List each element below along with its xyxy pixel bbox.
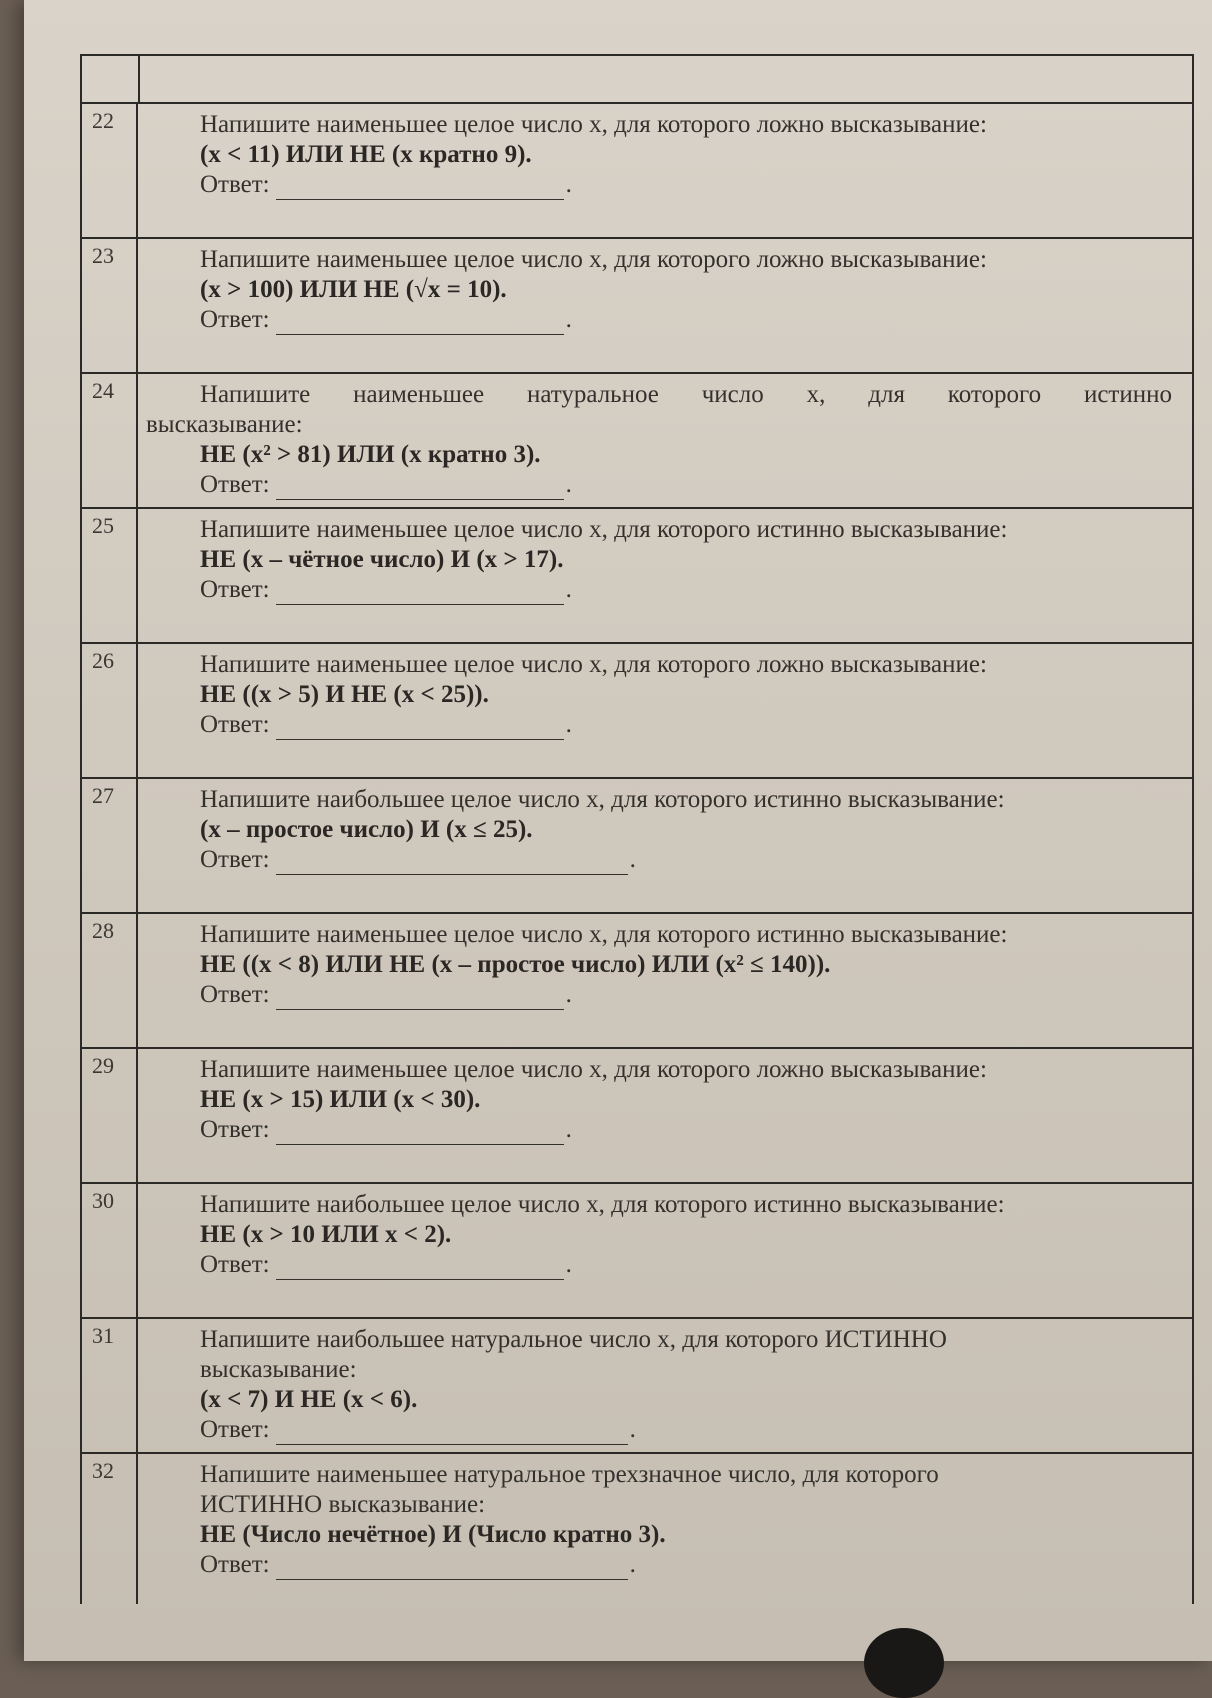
answer-row: Ответ: . bbox=[200, 711, 572, 738]
task-content bbox=[138, 1049, 1192, 1182]
task-question: Напишите наибольшее целое число x, для которого истинно высказывание: bbox=[200, 786, 1005, 813]
task-expression: (x < 11) ИЛИ НЕ (x кратно 9). bbox=[200, 141, 532, 168]
table-header-row bbox=[82, 56, 1192, 104]
answer-label: Ответ: bbox=[200, 1416, 270, 1443]
answer-row: Ответ: . bbox=[200, 981, 572, 1008]
task-question-continued: высказывание: bbox=[200, 1356, 357, 1383]
answer-field[interactable] bbox=[276, 1557, 628, 1580]
task-question: Напишите наименьшее натуральное трехзначное число, для которого bbox=[200, 1461, 939, 1488]
answer-row: Ответ: . bbox=[200, 1416, 636, 1443]
task-row-27 bbox=[82, 779, 1192, 914]
task-number: 23 bbox=[82, 239, 138, 372]
task-content bbox=[138, 374, 1192, 507]
answer-label: Ответ: bbox=[200, 576, 270, 603]
header-num-cell bbox=[82, 56, 140, 102]
task-expression: (x – простое число) И (x ≤ 25). bbox=[200, 816, 533, 843]
task-question: Напишите наименьшее целое число x, для которого истинно высказывание: bbox=[200, 516, 1008, 543]
task-content bbox=[138, 644, 1192, 777]
answer-field[interactable] bbox=[276, 987, 564, 1010]
answer-row: Ответ: . bbox=[200, 1551, 636, 1578]
task-row-29 bbox=[82, 1049, 1192, 1184]
answer-label: Ответ: bbox=[200, 1116, 270, 1143]
answer-field[interactable] bbox=[276, 312, 564, 335]
task-row-32 bbox=[82, 1454, 1192, 1604]
task-expression: НЕ (x > 15) ИЛИ (x < 30). bbox=[200, 1086, 481, 1113]
task-number: 30 bbox=[82, 1184, 138, 1317]
task-row-31 bbox=[82, 1319, 1192, 1454]
tasks-table bbox=[80, 54, 1194, 1604]
task-question: Напишите наименьшее целое число x, для которого ложно высказывание: bbox=[200, 246, 987, 273]
answer-label: Ответ: bbox=[200, 711, 270, 738]
task-expression: НЕ (Число нечётное) И (Число кратно 3). bbox=[200, 1521, 666, 1548]
pen-shadow bbox=[864, 1628, 944, 1698]
task-row-26 bbox=[82, 644, 1192, 779]
task-expression: НЕ (x > 10 ИЛИ x < 2). bbox=[200, 1221, 452, 1248]
task-question: Напишите наименьшее целое число x, для которого истинно высказывание: bbox=[200, 921, 1008, 948]
task-question: Напишите наименьшее натуральное число x, для которого истинно bbox=[200, 381, 1172, 408]
task-content bbox=[138, 509, 1192, 642]
task-question-continued: высказывание: bbox=[146, 411, 303, 438]
answer-field[interactable] bbox=[276, 1422, 628, 1445]
task-row-24 bbox=[82, 374, 1192, 509]
answer-label: Ответ: bbox=[200, 171, 270, 198]
task-question: Напишите наименьшее целое число x, для которого ложно высказывание: bbox=[200, 111, 987, 138]
answer-label: Ответ: bbox=[200, 471, 270, 498]
task-number: 26 bbox=[82, 644, 138, 777]
answer-field[interactable] bbox=[276, 582, 564, 605]
task-content bbox=[138, 1319, 1192, 1452]
answer-row: Ответ: . bbox=[200, 1251, 572, 1278]
task-number: 32 bbox=[82, 1454, 138, 1604]
task-number: 24 bbox=[82, 374, 138, 507]
task-row-30 bbox=[82, 1184, 1192, 1319]
task-content bbox=[138, 914, 1192, 1047]
task-content bbox=[138, 779, 1192, 912]
task-expression: НЕ (x – чётное число) И (x > 17). bbox=[200, 546, 564, 573]
task-row-25 bbox=[82, 509, 1192, 644]
task-question: Напишите наименьшее целое число x, для которого ложно высказывание: bbox=[200, 651, 987, 678]
task-number: 22 bbox=[82, 104, 138, 237]
task-question-continued: ИСТИННО высказывание: bbox=[200, 1491, 486, 1518]
task-content bbox=[138, 104, 1192, 237]
task-number: 29 bbox=[82, 1049, 138, 1182]
answer-row: Ответ: . bbox=[200, 471, 572, 498]
answer-row: Ответ: . bbox=[200, 1116, 572, 1143]
task-expression: НЕ ((x > 5) И НЕ (x < 25)). bbox=[200, 681, 489, 708]
answer-row: Ответ: . bbox=[200, 576, 572, 603]
task-expression: НЕ ((x < 8) ИЛИ НЕ (x – простое число) ИЛИ (x² ≤ 140)). bbox=[200, 951, 831, 978]
answer-row: Ответ: . bbox=[200, 846, 636, 873]
task-number: 25 bbox=[82, 509, 138, 642]
task-number: 31 bbox=[82, 1319, 138, 1452]
task-row-22 bbox=[82, 104, 1192, 239]
task-content bbox=[138, 1184, 1192, 1317]
task-question: Напишите наименьшее целое число x, для которого ложно высказывание: bbox=[200, 1056, 987, 1083]
answer-label: Ответ: bbox=[200, 846, 270, 873]
answer-row: Ответ: . bbox=[200, 171, 572, 198]
task-question: Напишите наибольшее целое число x, для которого истинно высказывание: bbox=[200, 1191, 1005, 1218]
answer-label: Ответ: bbox=[200, 1251, 270, 1278]
task-content bbox=[138, 1454, 1192, 1604]
task-row-23 bbox=[82, 239, 1192, 374]
task-expression: (x > 100) ИЛИ НЕ (√x = 10). bbox=[200, 276, 507, 303]
task-row-28 bbox=[82, 914, 1192, 1049]
task-number: 28 bbox=[82, 914, 138, 1047]
paper-sheet bbox=[24, 0, 1212, 1661]
answer-row: Ответ: . bbox=[200, 306, 572, 333]
task-expression: (x < 7) И НЕ (x < 6). bbox=[200, 1386, 418, 1413]
task-expression: НЕ (x² > 81) ИЛИ (x кратно 3). bbox=[200, 441, 541, 468]
answer-field[interactable] bbox=[276, 852, 628, 875]
task-question: Напишите наибольшее натуральное число x, для которого ИСТИННО bbox=[200, 1326, 947, 1353]
answer-label: Ответ: bbox=[200, 306, 270, 333]
answer-field[interactable] bbox=[276, 177, 564, 200]
answer-label: Ответ: bbox=[200, 981, 270, 1008]
answer-field[interactable] bbox=[276, 477, 564, 500]
task-number: 27 bbox=[82, 779, 138, 912]
task-content bbox=[138, 239, 1192, 372]
answer-field[interactable] bbox=[276, 1257, 564, 1280]
answer-label: Ответ: bbox=[200, 1551, 270, 1578]
answer-field[interactable] bbox=[276, 717, 564, 740]
answer-field[interactable] bbox=[276, 1122, 564, 1145]
